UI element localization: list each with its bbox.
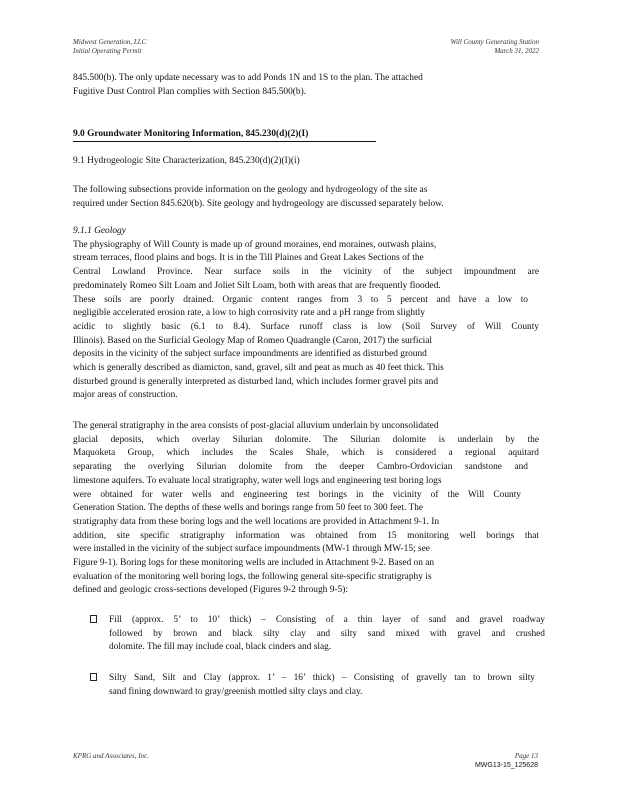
header-company: Midwest Generation, LLC (73, 38, 147, 46)
text-line: Maquoketa Group, which includes the Scales Shale, which is considered a regional aquitard (73, 448, 539, 459)
text-line: Figure 9-1). Boring logs for these monitoring wells are included in Attachment 9-2. Based on an (73, 558, 435, 569)
text-line: The general stratigraphy in the area consists of post-glacial alluvium underlain by unconsolidated (73, 421, 439, 431)
text-line: stream terraces, flood plains and bogs. It is in the Till Plaines and Great Lakes Sections of the (73, 253, 424, 264)
bullet-box-icon (90, 615, 97, 623)
text-line: major areas of construction. (73, 390, 178, 401)
text-line: predominately Romeo Silt Loam and Joliet Silt Loam, both with areas that are frequently flooded. (73, 280, 441, 291)
text-line: separating the overlying Silurian dolomite from the deeper Cambro-Ordovician sandstone and (73, 462, 528, 473)
text-line: These soils are poorly drained. Organic content ranges from 3 to 5 percent and have a low to (73, 294, 528, 305)
geology-heading: 9.1.1 Geology (73, 226, 126, 236)
text-line: addition, site specific stratigraphy information was obtained from 15 monitoring well borings that (73, 530, 539, 541)
text-line: Silty Sand, Silt and Clay (approx. 1’ – 16’ thick) – Consisting of gravelly tan to brown silty (109, 673, 535, 683)
header-permit: Initial Operating Permit (73, 47, 142, 55)
text-line: disturbed ground is generally interpreted as disturbed land, which includes former gravel pits and (73, 376, 439, 387)
text-line: followed by brown and black silty clay and silty sand mixed with gravel and crushed (109, 628, 545, 639)
text-line: The physiography of Will County is made up of ground moraines, end moraines, outwash plains, (73, 239, 437, 250)
text-line: glacial deposits, which overlay Silurian dolomite. The Silurian dolomite is underlain by the (73, 434, 539, 445)
text-line: were obtained for water wells and engineering test borings in the vicinity of the Will County (73, 489, 521, 500)
header-date: March 31, 2022 (494, 47, 539, 55)
text-line: deposits in the vicinity of the subject surface impoundments are identified as disturbed ground (73, 349, 427, 360)
text-line: 845.500(b). The only update necessary was to add Ponds 1N and 1S to the plan. The attached (73, 73, 423, 83)
bullet-box-icon (90, 673, 97, 681)
text-line: evaluation of the monitoring well boring logs, the following general site-specific stratigraphy is (73, 571, 432, 582)
geology-section (73, 225, 539, 403)
intro-paragraph (73, 72, 539, 99)
text-line: sand fining downward to gray/greenish mottled silty clays and clay. (109, 686, 363, 697)
text-line: Central Lowland Province. Near surface soils in the vicinity of the subject impoundment are (73, 267, 539, 278)
text-line: Fugitive Dust Control Plan complies with Section 845.500(b). (73, 86, 307, 97)
header-station: Will County Generating Station (450, 38, 539, 46)
header-left (73, 38, 146, 56)
text-line: dolomite. The fill may include coal, black cinders and slag. (109, 642, 332, 653)
subsection-title: 9.1 Hydrogeologic Site Characterization, 845.230(d)(2)(I)(i) (73, 156, 300, 166)
footer-company: KPRG and Associates, Inc. (73, 752, 149, 760)
subsection-heading (73, 155, 539, 169)
subsection-intro (73, 184, 539, 211)
stratigraphy-paragraph (73, 420, 539, 598)
document-id: MWG13-15_125628 (474, 762, 538, 769)
text-line: stratigraphy data from these boring logs and the well locations are provided in Attachment 9-1. In (73, 516, 440, 527)
text-line: were installed in the vicinity of the subject surface impoundments (MW-1 through MW-15; see (73, 544, 430, 555)
text-line: Generation Station. The depths of these wells and borings range from 50 feet to 300 feet. The (73, 503, 424, 514)
footer-right (440, 752, 538, 770)
text-line: Illinois). Based on the Surficial Geology Map of Romeo Quadrangle (Caron, 2017) the surficial (73, 335, 433, 346)
text-line: which is generally described as diamicton, sand, gravel, silt and peat as much as 40 feet thick. This (73, 363, 444, 374)
text-line: negligible accelerated erosion rate, a low to high corrosivity rate and a pH range from slightly (73, 308, 425, 319)
text-line: defined and geologic cross-sections developed (Figures 9-2 through 9-5): (73, 585, 348, 596)
text-line: Fill (approx. 5’ to 10’ thick) – Consisting of a thin layer of sand and gravel roadway (109, 615, 545, 625)
text-line: acidic to slightly basic (6.1 to 8.4). Surface runoff class is low (Soil Survey of Will County (73, 321, 539, 332)
page-number: Page 13 (514, 752, 538, 760)
text-line: The following subsections provide information on the geology and hydrogeology of the site as (73, 185, 428, 195)
text-line: required under Section 845.620(b). Site geology and hydrogeology are discussed separately below. (73, 198, 444, 209)
header-right (400, 38, 539, 56)
text-line: limestone aquifers. To evaluate local stratigraphy, water well logs and engineering test boring logs (73, 475, 442, 486)
section-heading: 9.0 Groundwater Monitoring Information, 845.230(d)(2)(I) (73, 128, 376, 142)
